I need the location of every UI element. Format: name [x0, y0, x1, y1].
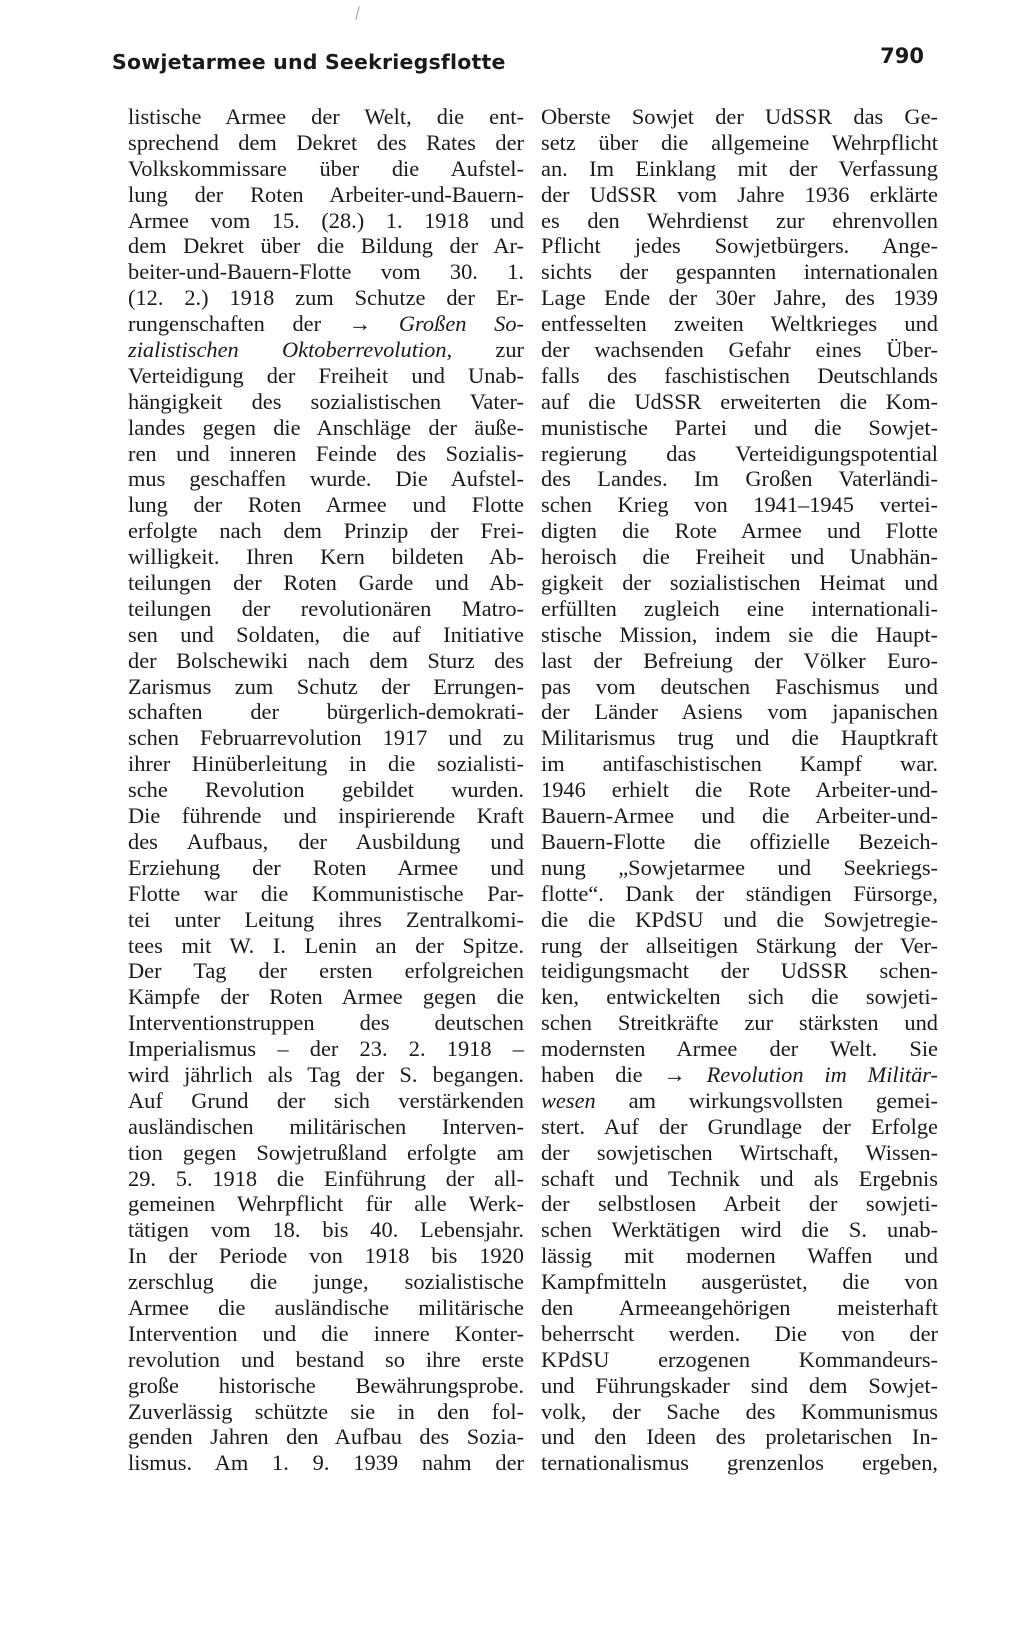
- text-segment: dem Dekret über die Bildung der Ar-: [128, 233, 524, 259]
- text-line: [128, 544, 524, 570]
- text-line: [541, 1373, 938, 1399]
- text-segment: wird jährlich als Tag der S. begangen.: [128, 1061, 524, 1087]
- text-line: [128, 881, 524, 907]
- text-segment: es den Wehrdienst zur ehrenvollen: [541, 207, 938, 233]
- text-line: [541, 907, 938, 933]
- text-line: [128, 441, 524, 467]
- text-line: [541, 1347, 938, 1373]
- text-line: [541, 1217, 938, 1243]
- text-segment: Flotte war die Kommunistische Par-: [128, 880, 524, 906]
- text-segment: die die KPdSU und die Sowjetregie-: [541, 906, 938, 932]
- text-line: [541, 803, 938, 829]
- text-segment: 29. 5. 1918 die Einführung der all-: [128, 1165, 524, 1191]
- text-segment: am wirkungsvollsten gemei-: [595, 1087, 938, 1113]
- text-segment: Erziehung der Roten Armee und: [128, 854, 524, 880]
- text-segment: gigkeit der sozialistischen Heimat und: [541, 570, 938, 596]
- text-segment: der selbstlosen Arbeit der sowjeti-: [541, 1191, 938, 1217]
- text-segment: schen Werktätigen wird die S. unab-: [541, 1217, 938, 1243]
- text-line: [128, 1424, 524, 1450]
- text-segment: Verteidigung der Freiheit und Unab-: [128, 362, 524, 388]
- text-segment: der wachsenden Gefahr eines Über-: [541, 337, 938, 363]
- text-line: [541, 1450, 938, 1476]
- text-line: [541, 1243, 938, 1269]
- text-line: [541, 648, 938, 674]
- text-line: [541, 233, 938, 259]
- text-line: [128, 725, 524, 751]
- text-line: [128, 933, 524, 959]
- text-segment: gemeinen Wehrpflicht für alle Werk-: [128, 1191, 524, 1217]
- text-line: [541, 1010, 938, 1036]
- text-segment: der Bolschewiki nach dem Sturz des: [128, 647, 524, 673]
- text-segment: Militarismus trug und die Hauptkraft: [541, 725, 938, 751]
- text-line: [541, 156, 938, 182]
- text-segment: Armee die ausländische militärische: [128, 1294, 524, 1320]
- text-line: [128, 648, 524, 674]
- text-segment: ausländischen militärischen Interven-: [128, 1113, 524, 1139]
- italic-text: wesen: [541, 1087, 596, 1113]
- text-line: [128, 1321, 524, 1347]
- text-segment: revolution und bestand so ihre erste: [128, 1346, 524, 1372]
- text-line: [128, 130, 524, 156]
- text-segment: sprechend dem Dekret des Rates der: [128, 129, 524, 155]
- text-line: [128, 337, 524, 363]
- text-segment: auf die UdSSR erweiterten die Kom-: [541, 388, 938, 414]
- text-segment: stert. Auf der Grundlage der Erfolge: [541, 1113, 938, 1139]
- text-segment: sichts der gespannten internationalen: [541, 259, 938, 285]
- text-segment: heroisch die Freiheit und Unabhän-: [541, 544, 938, 570]
- text-segment: teilungen der Roten Garde und Ab-: [128, 570, 524, 596]
- text-line: [128, 1217, 524, 1243]
- text-segment: lung der Roten Armee und Flotte: [128, 492, 524, 518]
- text-line: [541, 751, 938, 777]
- text-segment: des Aufbaus, der Ausbildung und: [128, 828, 524, 854]
- text-segment: Die führende und inspirierende Kraft: [128, 803, 524, 829]
- text-line: [128, 777, 524, 803]
- text-segment: sche Revolution gebildet wurden.: [128, 777, 524, 803]
- text-segment: entfesselten zweiten Weltkrieges und: [541, 311, 938, 337]
- text-line: [541, 829, 938, 855]
- text-line: [541, 881, 938, 907]
- text-line: [541, 1269, 938, 1295]
- text-segment: 1946 erhielt die Rote Arbeiter-und-: [541, 777, 938, 803]
- text-segment: ren und inneren Feinde des Sozialis-: [128, 440, 524, 466]
- text-segment: zerschlug die junge, sozialistische: [128, 1269, 524, 1295]
- text-line: [541, 466, 938, 492]
- text-segment: schen Krieg von 1941–1945 vertei-: [541, 492, 938, 518]
- text-segment: rung der allseitigen Stärkung der Ver-: [541, 932, 938, 958]
- text-segment: regierung das Verteidigungspotential: [541, 440, 938, 466]
- text-segment: im antifaschistischen Kampf war.: [541, 751, 938, 777]
- text-segment: beherrscht werden. Die von der: [541, 1320, 938, 1346]
- text-line: [128, 1399, 524, 1425]
- text-segment: an. Im Einklang mit der Verfassung: [541, 155, 938, 181]
- text-segment: Lage Ende der 30er Jahre, des 1939: [541, 285, 938, 311]
- text-line: [128, 596, 524, 622]
- text-line: [128, 1088, 524, 1114]
- text-segment: last der Befreiung der Völker Euro-: [541, 647, 938, 673]
- text-line: [541, 1062, 938, 1088]
- text-line: [128, 1140, 524, 1166]
- text-line: [128, 699, 524, 725]
- text-line: [541, 958, 938, 984]
- text-line: [541, 596, 938, 622]
- text-line: [128, 208, 524, 234]
- text-line: [541, 1114, 938, 1140]
- text-segment: ternationalismus grenzenlos ergeben,: [541, 1450, 938, 1476]
- text-segment: teilungen der revolutionären Matro-: [128, 595, 524, 621]
- text-segment: ken, entwickelten sich die sowjeti-: [541, 984, 938, 1010]
- text-segment: pas vom deutschen Faschismus und: [541, 673, 938, 699]
- text-segment: Der Tag der ersten erfolgreichen: [128, 958, 524, 984]
- text-line: [128, 415, 524, 441]
- text-segment: Kämpfe der Roten Armee gegen die: [128, 984, 524, 1010]
- text-line: [541, 725, 938, 751]
- text-segment: Auf Grund der sich verstärkenden: [128, 1087, 524, 1113]
- text-line: [128, 570, 524, 596]
- text-segment: erfüllten zugleich eine internationali-: [541, 595, 938, 621]
- text-line: [128, 156, 524, 182]
- text-segment: Kampfmitteln ausgerüstet, die von: [541, 1269, 938, 1295]
- text-segment: tätigen vom 18. bis 40. Lebensjahr.: [128, 1217, 524, 1243]
- text-line: [541, 518, 938, 544]
- text-segment: modernsten Armee der Welt. Sie: [541, 1036, 938, 1062]
- text-segment: Pflicht jedes Sowjetbürgers. Ange-: [541, 233, 938, 259]
- text-segment: Interventionstruppen des deutschen: [128, 1010, 524, 1036]
- text-line: [128, 1243, 524, 1269]
- text-segment: Zuverlässig schützte sie in den fol-: [128, 1398, 524, 1424]
- text-line: [128, 674, 524, 700]
- text-line: [128, 1269, 524, 1295]
- text-segment: In der Periode von 1918 bis 1920: [128, 1243, 524, 1269]
- text-line: [128, 751, 524, 777]
- text-segment: ihrer Hinüberleitung in die sozialisti-: [128, 751, 524, 777]
- text-segment: zur: [452, 337, 524, 363]
- text-segment: der UdSSR vom Jahre 1936 erklärte: [541, 181, 938, 207]
- text-line: [541, 1191, 938, 1217]
- text-segment: mus geschaffen wurde. Die Aufstel-: [128, 466, 524, 492]
- text-line: [128, 1191, 524, 1217]
- text-line: [541, 933, 938, 959]
- text-line: [128, 492, 524, 518]
- text-line: [128, 958, 524, 984]
- text-line: [541, 182, 938, 208]
- text-line: [541, 544, 938, 570]
- text-segment: flotte“. Dank der ständigen Fürsorge,: [541, 880, 938, 906]
- text-line: [541, 415, 938, 441]
- text-line: [541, 259, 938, 285]
- text-segment: KPdSU erzogenen Kommandeurs-: [541, 1346, 938, 1372]
- text-line: [541, 674, 938, 700]
- text-line: [541, 389, 938, 415]
- text-line: [128, 466, 524, 492]
- text-line: [128, 803, 524, 829]
- text-line: [128, 1010, 524, 1036]
- text-segment: sen und Soldaten, die auf Initiative: [128, 621, 524, 647]
- italic-text: zialistischen Oktoberrevolution,: [128, 337, 453, 363]
- text-line: [128, 363, 524, 389]
- text-line: [541, 699, 938, 725]
- text-segment: listische Armee der Welt, die ent-: [128, 104, 524, 129]
- text-line: [541, 1088, 938, 1114]
- text-line: [541, 855, 938, 881]
- text-line: [541, 363, 938, 389]
- text-segment: schaften der bürgerlich-demokrati-: [128, 699, 524, 725]
- text-segment: Armee vom 15. (28.) 1. 1918 und: [128, 207, 524, 233]
- text-line: [541, 311, 938, 337]
- text-line: [128, 311, 524, 337]
- text-segment: munistische Partei und die Sowjet-: [541, 414, 938, 440]
- text-line: [128, 1295, 524, 1321]
- text-line: [541, 1399, 938, 1425]
- text-line: [541, 441, 938, 467]
- text-line: [128, 182, 524, 208]
- text-segment: rungenschaften der →: [128, 311, 399, 337]
- text-line: [128, 285, 524, 311]
- text-segment: setz über die allgemeine Wehrpflicht: [541, 129, 938, 155]
- text-segment: und den Ideen des proletarischen In-: [541, 1424, 938, 1450]
- text-segment: Oberste Sowjet der UdSSR das Ge-: [541, 104, 938, 129]
- text-segment: der sowjetischen Wirtschaft, Wissen-: [541, 1139, 938, 1165]
- text-segment: tei unter Leitung ihres Zentralkomi-: [128, 906, 524, 932]
- text-line: [541, 104, 938, 130]
- text-segment: Bauern-Armee und die Arbeiter-und-: [541, 803, 938, 829]
- text-segment: schen Streitkräfte zur stärksten und: [541, 1010, 938, 1036]
- text-segment: Volkskommissare über die Aufstel-: [128, 155, 524, 181]
- text-line: [541, 1424, 938, 1450]
- text-segment: Zarismus zum Schutz der Errungen-: [128, 673, 524, 699]
- text-segment: Imperialismus – der 23. 2. 1918 –: [128, 1036, 524, 1062]
- text-segment: Intervention und die innere Konter-: [128, 1320, 524, 1346]
- text-segment: lässig mit modernen Waffen und: [541, 1243, 938, 1269]
- running-title: Sowjetarmee und Seekriegsflotte: [112, 50, 506, 74]
- text-column-left: [128, 104, 524, 1476]
- text-segment: große historische Bewährungsprobe.: [128, 1372, 524, 1398]
- text-segment: lismus. Am 1. 9. 1939 nahm der: [128, 1450, 524, 1476]
- italic-text: Großen So-: [398, 311, 525, 337]
- text-line: [541, 984, 938, 1010]
- text-segment: lung der Roten Arbeiter-und-Bauern-: [128, 181, 524, 207]
- text-line: [541, 492, 938, 518]
- text-segment: der Länder Asiens vom japanischen: [541, 699, 938, 725]
- text-segment: erfolgte nach dem Prinzip der Frei-: [128, 518, 524, 544]
- text-line: [128, 1114, 524, 1140]
- text-segment: und Führungskader sind dem Sowjet-: [541, 1372, 938, 1398]
- text-segment: hängigkeit des sozialistischen Vater-: [128, 388, 524, 414]
- text-segment: des Landes. Im Großen Vaterländi-: [541, 466, 938, 492]
- text-line: [541, 1295, 938, 1321]
- text-line: [541, 130, 938, 156]
- text-line: [128, 984, 524, 1010]
- text-line: [541, 570, 938, 596]
- text-segment: (12. 2.) 1918 zum Schutze der Er-: [128, 285, 524, 311]
- text-segment: den Armeeangehörigen meisterhaft: [541, 1294, 938, 1320]
- italic-text: Revolution im Militär-: [706, 1061, 938, 1087]
- text-segment: nung „Sowjetarmee und Seekriegs-: [541, 854, 938, 880]
- page-number: 790: [880, 44, 924, 68]
- text-segment: beiter-und-Bauern-Flotte vom 30. 1.: [128, 259, 524, 285]
- text-segment: willigkeit. Ihren Kern bildeten Ab-: [128, 544, 524, 570]
- text-line: [128, 1450, 524, 1476]
- text-line: [541, 208, 938, 234]
- text-column-right: [541, 104, 938, 1476]
- text-line: [541, 1036, 938, 1062]
- text-line: [541, 337, 938, 363]
- scan-mark: [355, 6, 359, 20]
- text-line: [128, 104, 524, 130]
- text-segment: landes gegen die Anschläge der äuße-: [128, 414, 524, 440]
- text-line: [128, 829, 524, 855]
- text-segment: tees mit W. I. Lenin an der Spitze.: [128, 932, 524, 958]
- text-segment: Bauern-Flotte die offizielle Bezeich-: [541, 828, 938, 854]
- text-line: [128, 1062, 524, 1088]
- text-segment: falls des faschistischen Deutschlands: [541, 362, 938, 388]
- text-segment: digten die Rote Armee und Flotte: [541, 518, 938, 544]
- text-segment: stische Mission, indem sie die Haupt-: [541, 621, 938, 647]
- text-segment: haben die →: [541, 1061, 707, 1087]
- text-line: [541, 777, 938, 803]
- text-line: [128, 518, 524, 544]
- text-line: [128, 855, 524, 881]
- text-line: [128, 1166, 524, 1192]
- text-line: [128, 622, 524, 648]
- text-line: [541, 622, 938, 648]
- text-segment: tion gegen Sowjetrußland erfolgte am: [128, 1139, 524, 1165]
- text-segment: schaft und Technik und als Ergebnis: [541, 1165, 938, 1191]
- text-line: [128, 233, 524, 259]
- text-line: [541, 1166, 938, 1192]
- text-line: [128, 1347, 524, 1373]
- text-line: [128, 907, 524, 933]
- text-line: [128, 1373, 524, 1399]
- text-line: [541, 285, 938, 311]
- text-segment: teidigungsmacht der UdSSR schen-: [541, 958, 938, 984]
- text-line: [128, 1036, 524, 1062]
- text-line: [541, 1321, 938, 1347]
- text-segment: schen Februarrevolution 1917 und zu: [128, 725, 524, 751]
- text-line: [541, 1140, 938, 1166]
- text-segment: volk, der Sache des Kommunismus: [541, 1398, 938, 1424]
- text-line: [128, 389, 524, 415]
- text-line: [128, 259, 524, 285]
- text-segment: genden Jahren den Aufbau des Sozia-: [128, 1424, 524, 1450]
